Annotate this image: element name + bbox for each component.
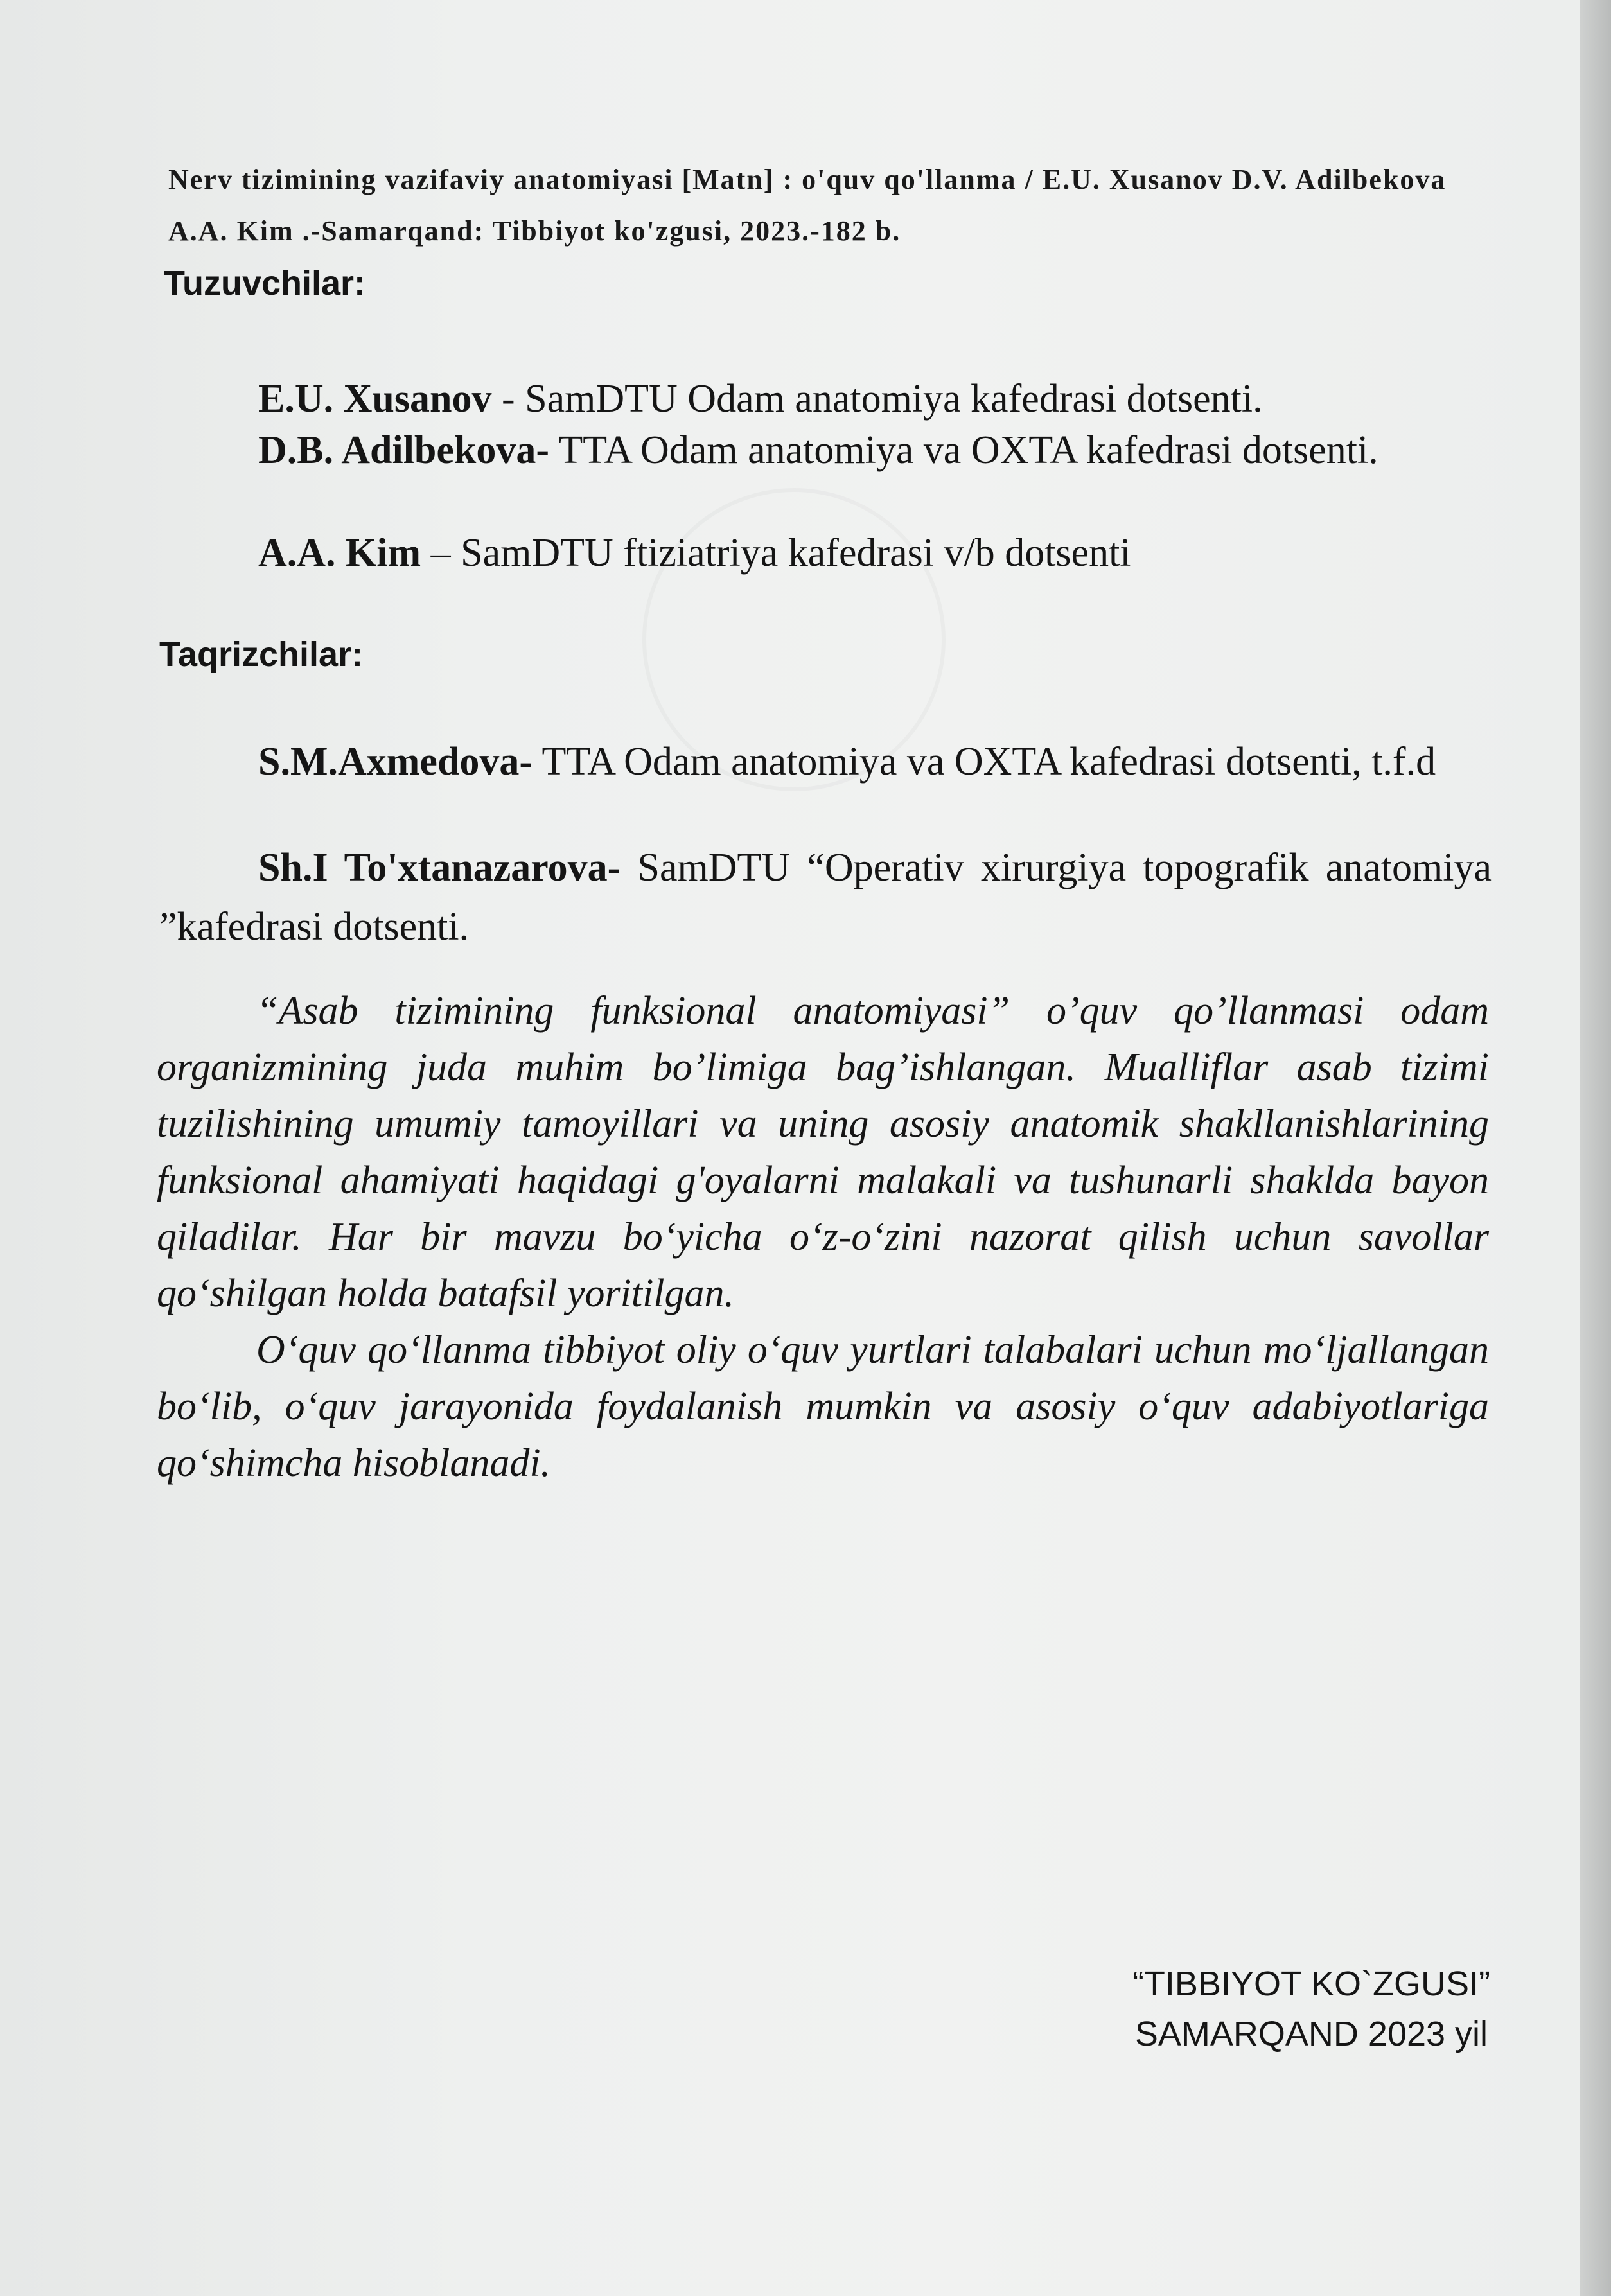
- compiler-description: TTA Odam anatomiya va OXTA kafedrasi dotsenti.: [549, 428, 1378, 472]
- publisher-imprint: [1132, 1959, 1490, 2059]
- reviewer-description: SamDTU “Operativ xirurgiya topografik anatomiya ”kafedrasi dotsenti.: [159, 846, 1492, 949]
- reviewer-entry: [159, 732, 1492, 791]
- reviewer-entry: [159, 838, 1492, 956]
- compilers-heading: Tuzuvchilar:: [164, 264, 366, 302]
- bibliographic-record: Nerv tizimining vazifaviy anatomiyasi [Matn] : o'quv qo'llanma / E.U. Xusanov D.V. Adilbekova A.A. Kim .-Samarqand: Tibbiyot ko'zgusi, 2023.-182 b.: [168, 164, 1447, 247]
- abstract: [157, 983, 1489, 1491]
- reviewer-name: S.M.Axmedova-: [258, 740, 533, 784]
- compiler-entry: [258, 369, 1492, 428]
- publisher-name: “TIBBIYOT KO`ZGUSI”: [1132, 1965, 1490, 2003]
- compiler-name: E.U. Xusanov: [258, 377, 492, 421]
- abstract-paragraph: “Asab tizimining funksional anatomiyasi” o’quv qo’llanmasi odam organizmining juda muhim bo’limiga bag’ishlangan. Mualliflar asab tizimi tuzilishining umumiy tamoyillari va uning asosiy anatomik shakllanishlarining funksional ahamiyati haqidagi g'oyalarni malakali va tushunarli shaklda bayon qiladilar. Har bir mavzu bo‘yicha o‘z-o‘zini nazorat qilish uchun savollar qo‘shilgan holda batafsil yoritilgan.: [157, 989, 1489, 1315]
- page-edge: [1580, 0, 1611, 2296]
- reviewers-heading: Taqrizchilar:: [159, 635, 364, 674]
- compiler-description: - SamDTU Odam anatomiya kafedrasi dotsenti.: [491, 377, 1263, 421]
- abstract-paragraph: O‘quv qo‘llanma tibbiyot oliy o‘quv yurtlari talabalari uchun mo‘ljallangan bo‘lib, o‘quv jarayonida foydalanish mumkin va asosiy o‘quv adabiyotlariga qo‘shimcha hisoblanadi.: [157, 1328, 1489, 1485]
- reviewer-name: Sh.I To'xtanazarova-: [258, 846, 621, 889]
- reviewer-description: TTA Odam anatomiya va OXTA kafedrasi dotsenti, t.f.d: [533, 740, 1436, 784]
- compiler-entry: [159, 421, 1492, 480]
- compiler-name: A.A. Kim: [258, 531, 421, 575]
- compiler-name: D.B. Adilbekova-: [258, 428, 550, 472]
- compiler-entry: [258, 523, 1492, 583]
- compiler-description: – SamDTU ftiziatriya kafedrasi v/b dotsenti: [421, 531, 1131, 575]
- publisher-place-year: SAMARQAND 2023 yil: [1134, 2015, 1488, 2053]
